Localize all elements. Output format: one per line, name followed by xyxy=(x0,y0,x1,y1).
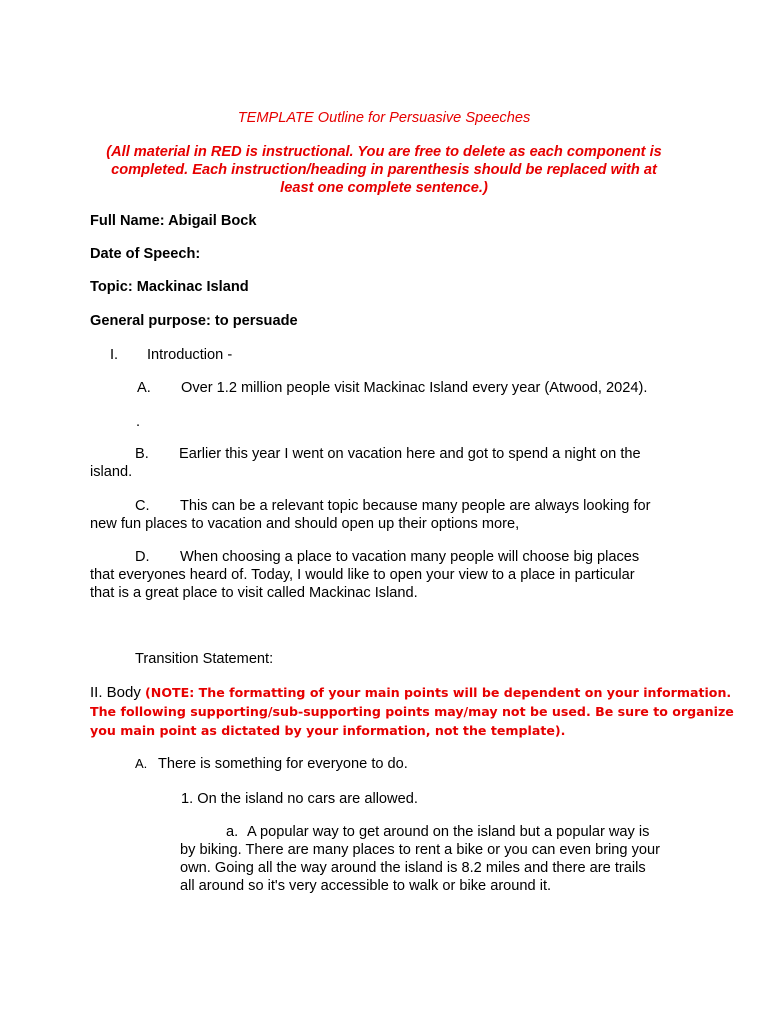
body-subsubpoint-a-text: by biking. There are many places to rent a bike or you can even bring your xyxy=(180,842,660,858)
intro-point-d-text: When choosing a place to vacation many people will choose big places xyxy=(180,549,640,565)
intro-point-d-text: that is a great place to visit called Mackinac Island. xyxy=(90,585,418,601)
body-subsubpoint-a-text: own. Going all the way around the island is 8.2 miles and there are trails xyxy=(180,860,646,876)
intro-point-b-letter: B. xyxy=(135,446,149,462)
transition-statement: Transition Statement: xyxy=(135,651,274,667)
body-note: you main point as dictated by your information, not the template). xyxy=(90,723,566,738)
instruction-note xyxy=(80,143,688,197)
body-heading-line xyxy=(90,683,731,702)
intro-point-c-text: This can be a relevant topic because many people are always looking for xyxy=(180,498,651,514)
intro-point-b-text: island. xyxy=(90,464,133,480)
stray-period: . xyxy=(136,414,141,430)
body-subsubpoint-a-text: all around so it's very accessible to walk or bike around it. xyxy=(180,878,552,894)
intro-point-d-text: that everyones heard of. Today, I would like to open your view to a place in particular xyxy=(90,567,635,583)
general-purpose-field: General purpose: to persuade xyxy=(90,313,298,329)
instruction-note-line: least one complete sentence.) xyxy=(280,180,488,196)
intro-numeral: I. xyxy=(110,347,119,363)
instruction-note-line: (All material in RED is instructional. You are free to delete as each component is xyxy=(106,144,662,160)
intro-heading: Introduction - xyxy=(147,347,233,363)
intro-point-c-text: new fun places to vacation and should open up their options more, xyxy=(90,516,520,532)
intro-point-c-letter: C. xyxy=(135,498,150,514)
intro-point-b-text: Earlier this year I went on vacation here and got to spend a night on the xyxy=(179,446,641,462)
page-title: TEMPLATE Outline for Persuasive Speeches xyxy=(237,110,531,126)
body-subsubpoint-a-text: A popular way to get around on the island but a popular way is xyxy=(247,824,650,840)
body-point-a-letter: A. xyxy=(135,756,148,771)
body-subsubpoint-a-letter: a. xyxy=(226,824,239,840)
intro-point-d-letter: D. xyxy=(135,549,150,565)
intro-point-a-letter: A. xyxy=(137,380,151,396)
date-of-speech-field: Date of Speech: xyxy=(90,246,201,262)
body-heading: II. Body xyxy=(90,684,146,701)
body-note: The following supporting/sub-supporting points may/may not be used. Be sure to organize xyxy=(90,704,734,719)
body-subpoint-1: 1. On the island no cars are allowed. xyxy=(181,791,418,807)
topic-field: Topic: Mackinac Island xyxy=(90,279,249,295)
full-name-field: Full Name: Abigail Bock xyxy=(90,213,257,229)
instruction-note-line: completed. Each instruction/heading in parenthesis should be replaced with at xyxy=(111,162,657,178)
intro-point-a-text: Over 1.2 million people visit Mackinac Island every year (Atwood, 2024). xyxy=(181,380,648,396)
body-point-a-text: There is something for everyone to do. xyxy=(158,756,408,772)
body-note: (NOTE: The formatting of your main points will be dependent on your information. xyxy=(145,685,732,700)
